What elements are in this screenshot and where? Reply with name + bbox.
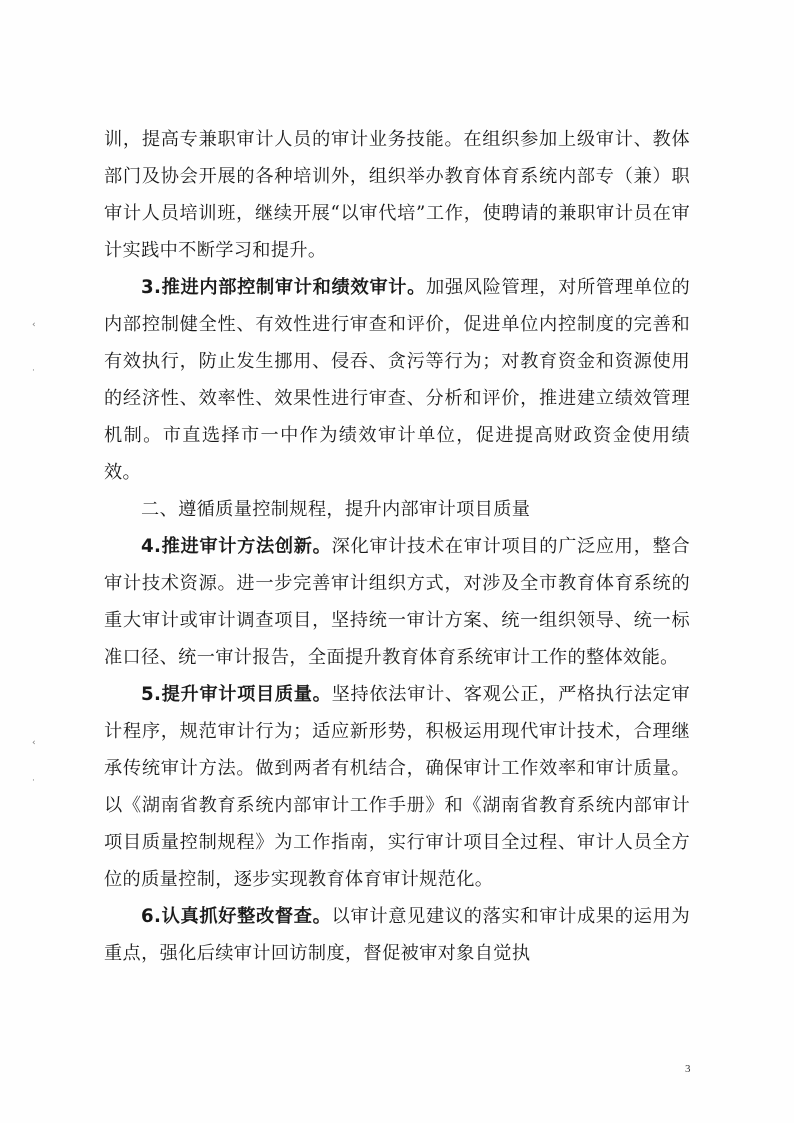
scan-margin-mark: ·	[32, 776, 35, 786]
paragraph-text: 坚持依法审计、客观公正，严格执行法定审计程序，规范审计行为；适应新形势，积极运用现代审计技术，合理继承传统审计方法。做到两者有机结合，确保审计工作效率和审计质量。以《湖南省教育系统内部审计工作手册》和《湖南省教育系统内部审计项目质量控制规程》为工作指南，实行审计项目全过程、审计人员全方位的质量控制，逐步实现教育体育审计规范化。	[104, 684, 690, 890]
paragraph-audit-quality	[104, 676, 690, 898]
paragraph-continued	[104, 121, 690, 269]
page-number: 3	[685, 1063, 691, 1075]
scan-margin-mark: ‹	[32, 738, 36, 748]
paragraph-heading: 3.推进内部控制审计和绩效审计。	[141, 277, 426, 298]
document-body	[104, 121, 690, 972]
paragraph-internal-control-audit	[104, 269, 690, 491]
paragraph-heading: 4.推进审计方法创新。	[141, 536, 332, 557]
section-title: 二、遵循质量控制规程，提升内部审计项目质量	[141, 499, 531, 520]
scan-margin-mark: ·	[32, 366, 35, 376]
paragraph-text: 以审计意见建议的落实和审计成果的运用为重点，强化后续审计回访制度，督促被审对象自觉执	[104, 906, 690, 964]
paragraph-rectification-supervision	[104, 898, 690, 972]
paragraph-heading: 6.认真抓好整改督查。	[141, 906, 332, 927]
scan-margin-mark: ‹	[32, 320, 36, 330]
paragraph-text: 训，提高专兼职审计人员的审计业务技能。在组织参加上级审计、教体部门及协会开展的各种培训外，组织举办教育体育系统内部专（兼）职审计人员培训班，继续开展“以审代培”工作，使聘请的兼职审计员在审计实践中不断学习和提升。	[104, 129, 690, 261]
paragraph-audit-method-innovation	[104, 528, 690, 676]
paragraph-text: 加强风险管理，对所管理单位的内部控制健全性、有效性进行审查和评价，促进单位内控制度的完善和有效执行，防止发生挪用、侵吞、贪污等行为；对教育资金和资源使用的经济性、效率性、效果性进行审查、分析和评价，推进建立绩效管理机制。市直选择市一中作为绩效审计单位，促进提高财政资金使用绩效。	[104, 277, 691, 483]
paragraph-heading: 5.提升审计项目质量。	[141, 684, 332, 705]
paragraph-text: 深化审计技术在审计项目的广泛应用，整合审计技术资源。进一步完善审计组织方式，对涉及全市教育体育系统的重大审计或审计调查项目，坚持统一审计方案、统一组织领导、统一标准口径、统一审计报告，全面提升教育体育系统审计工作的整体效能。	[104, 536, 690, 668]
